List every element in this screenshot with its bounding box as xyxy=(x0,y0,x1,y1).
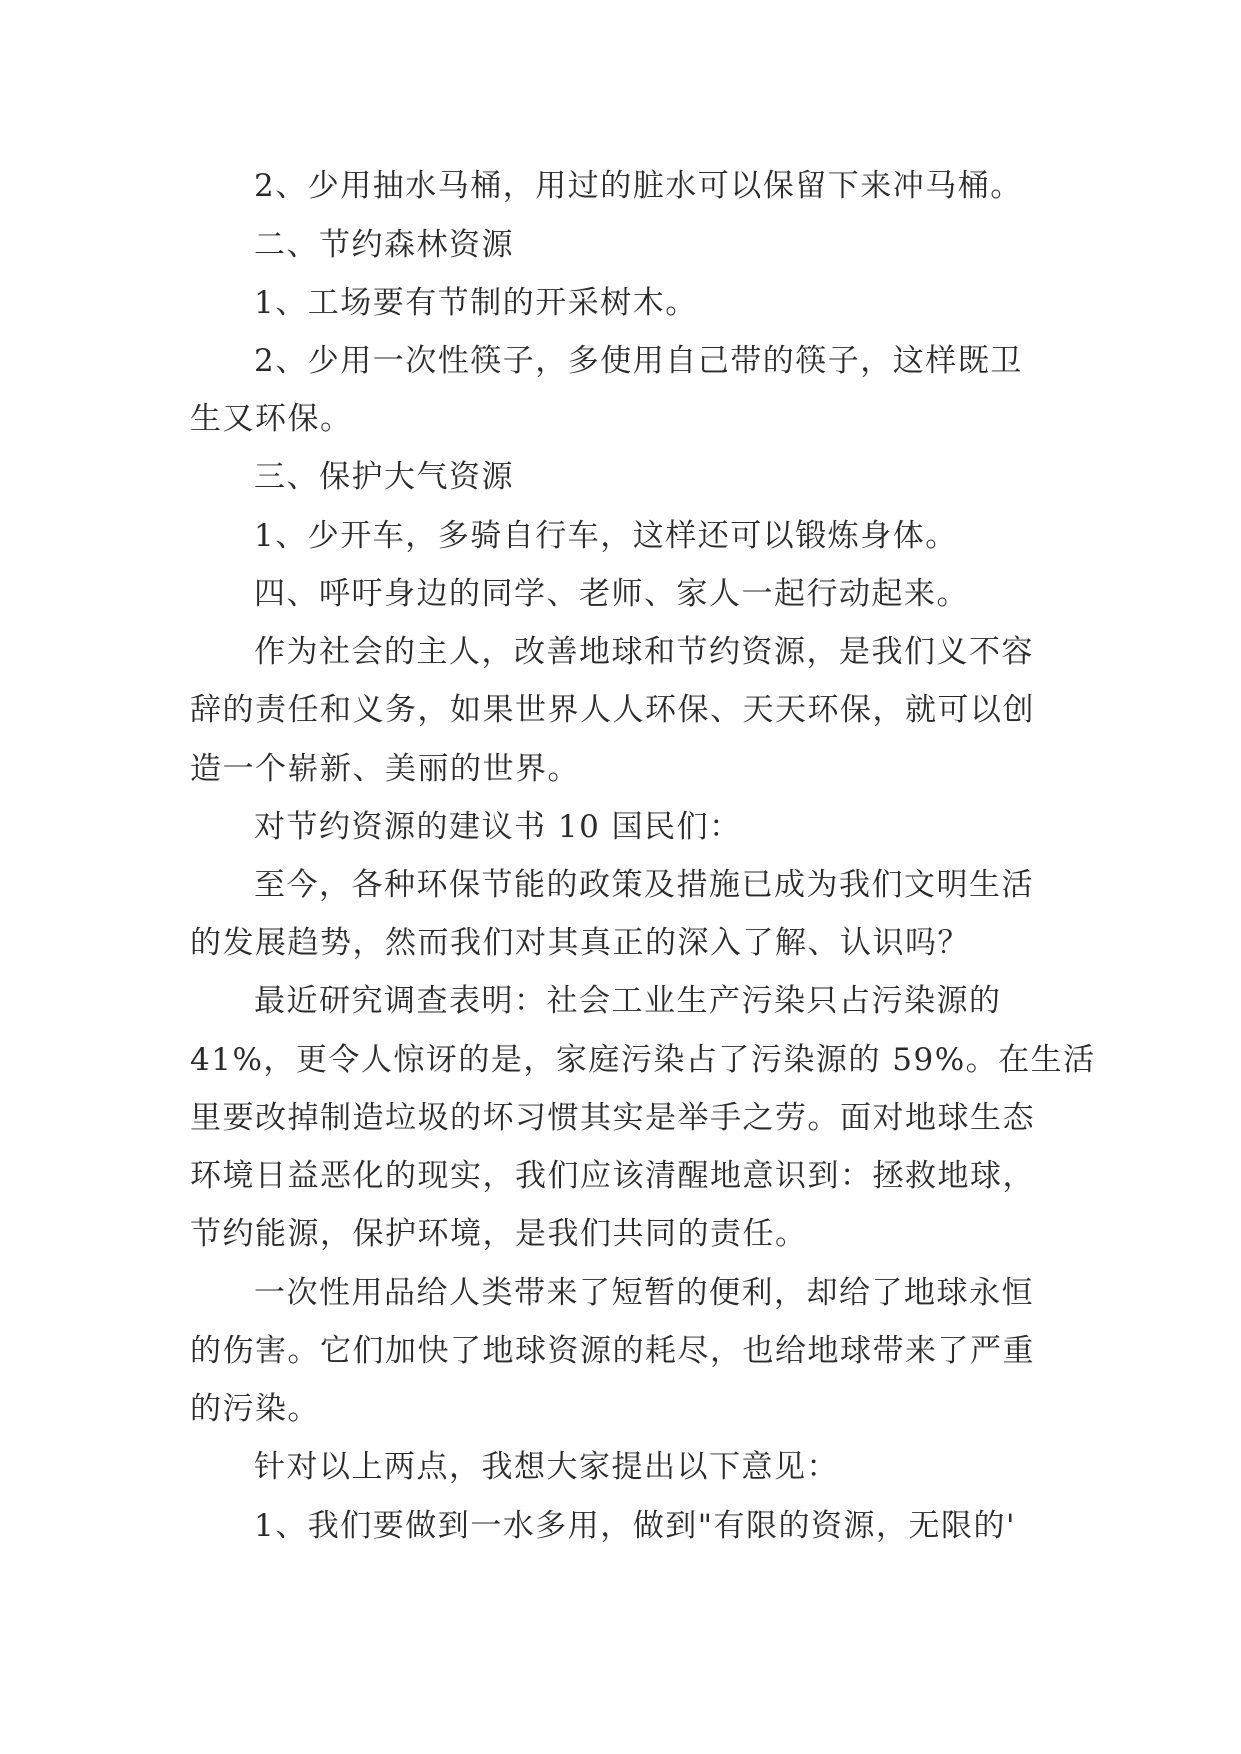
text-line: 1、工场要有节制的开采树木。 xyxy=(254,285,698,321)
text-line: 作为社会的主人，改善地球和节约资源，是我们义不容 xyxy=(254,634,1034,670)
text-line: 的发展趋势，然而我们对其真正的深入了解、认识吗？ xyxy=(190,925,970,961)
text-line: 最近研究调查表明：社会工业生产污染只占污染源的 xyxy=(254,983,1002,1019)
text-line: 至今，各种环保节能的政策及措施已成为我们文明生活 xyxy=(254,867,1034,903)
text-line: 生又环保。 xyxy=(190,401,353,437)
text-line: 一次性用品给人类带来了短暂的便利，却给了地球永恒 xyxy=(254,1275,1034,1311)
text-line: 2、少用一次性筷子，多使用自己带的筷子，这样既卫 xyxy=(254,343,1023,379)
text-line: 的伤害。它们加快了地球资源的耗尽，也给地球带来了严重 xyxy=(190,1333,1035,1369)
section-heading: 四、呼吁身边的同学、老师、家人一起行动起来。 xyxy=(254,576,969,612)
text-line: 辞的责任和义务，如果世界人人环保、天天环保，就可以创 xyxy=(190,692,1035,728)
text-line: 1、我们要做到一水多用，做到"有限的资源，无限的' xyxy=(254,1508,1017,1544)
text-line: 节约能源，保护环境，是我们共同的责任。 xyxy=(190,1216,808,1252)
section-heading: 三、保护大气资源 xyxy=(254,459,514,495)
text-line: 2、少用抽水马桶，用过的脏水可以保留下来冲马桶。 xyxy=(254,168,1023,204)
letter-heading: 对节约资源的建议书 10 国民们： xyxy=(254,809,742,845)
text-line: 里要改掉制造垃圾的坏习惯其实是举手之劳。面对地球生态 xyxy=(190,1100,1035,1136)
text-line: 环境日益恶化的现实，我们应该清醒地意识到：拯救地球， xyxy=(190,1158,1035,1194)
section-heading: 二、节约森林资源 xyxy=(254,227,514,263)
text-line: 1、少开车，多骑自行车，这样还可以锻炼身体。 xyxy=(254,518,958,554)
text-line: 41%，更令人惊讶的是，家庭污染占了污染源的 59%。在生活 xyxy=(190,1042,1096,1078)
text-line: 针对以上两点，我想大家提出以下意见： xyxy=(254,1449,839,1485)
text-line: 造一个崭新、美丽的世界。 xyxy=(190,751,580,787)
text-line: 的污染。 xyxy=(190,1391,320,1427)
